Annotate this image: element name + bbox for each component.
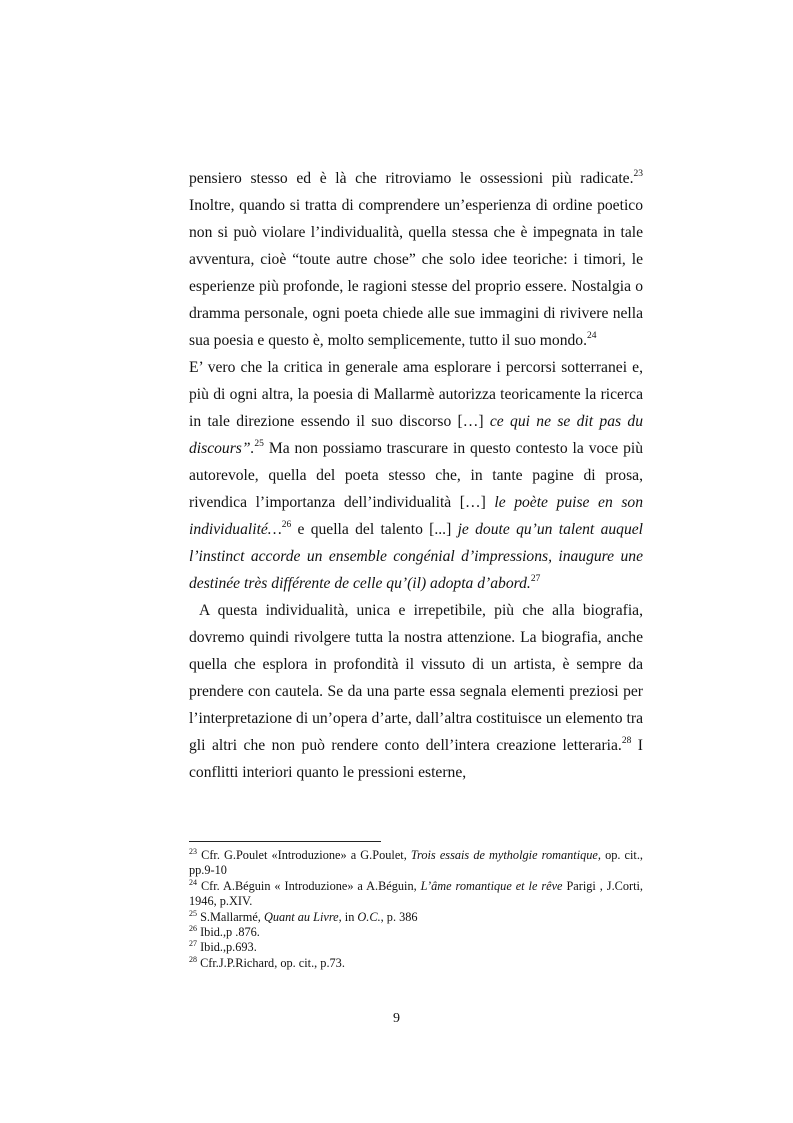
footnote-26 bbox=[189, 925, 643, 940]
footnote-text: Cfr.J.P.Richard, op. cit., p.73. bbox=[197, 955, 345, 970]
footnote-title: L’âme romantique et le rêve bbox=[420, 878, 563, 893]
footnote-text: S.Mallarmé, bbox=[197, 909, 264, 924]
footnote-text: Cfr. G.Poulet «Introduzione» a G.Poulet, bbox=[197, 848, 411, 862]
footnote-25 bbox=[189, 910, 643, 925]
footnote-number: 28 bbox=[189, 954, 197, 964]
footnote-text: op. cit., pp.9-10 bbox=[189, 848, 643, 878]
footnote-text: , p. 386 bbox=[380, 909, 418, 924]
paragraph-3 bbox=[189, 597, 643, 786]
footnote-title: Quant au Livre, bbox=[263, 909, 342, 924]
paragraph-text: A questa individualità, unica e irrepetibile, più che alla biografia, dovremo quindi rivolgere tutta la nostra attenzione. La biografia, anche quella che esplora in profondità il vissuto di un artista, è sempre da prendere con cautela. Se da una parte essa segnala elementi preziosi per l’interpretazione di un’opera d’arte, dall’altra costituisce un elemento tra gli altri che non può rendere conto dell’intera creazione letteraria. bbox=[189, 602, 643, 754]
footnote-ref-28: 28 bbox=[621, 735, 632, 746]
footnote-23 bbox=[189, 848, 643, 879]
footnote-separator bbox=[189, 841, 381, 842]
footnote-number: 25 bbox=[189, 908, 197, 918]
footnote-text: Ibid.,p .876. bbox=[197, 925, 260, 940]
italic-quote: le poète puise en son individualité… bbox=[189, 494, 643, 538]
footnote-ref-25: 25 bbox=[254, 438, 264, 449]
footnote-24 bbox=[189, 879, 643, 910]
paragraph-text: pensiero stesso ed è là che ritroviamo le ossessioni più radicate. bbox=[189, 170, 634, 187]
italic-quote: je doute qu’un talent auquel l’instinct accorde un ensemble congénial d’impressions, inaugure une destinée très différente de celle qu’(il) adopta d’abord. bbox=[189, 521, 644, 592]
footnote-text: in bbox=[341, 909, 358, 924]
footnote-ref-23: 23 bbox=[633, 168, 643, 179]
footnote-ref-24: 24 bbox=[587, 330, 597, 341]
footnote-title: O.C. bbox=[357, 909, 381, 924]
paragraph-text: Inoltre, quando si tratta di comprendere un’esperienza di ordine poetico non si può violare l’individualità, quella stessa che è impegnata in tale avventura, cioè “toute autre chose” che solo idee teoriche: i timori, le esperienze più profonde, le ragioni stesse del proprio essere. Nostalgia o dramma personale, ogni poeta chiede alle sue immagini di rivivere nella sua poesia e questo è, molto semplicemente, tutto il suo mondo. bbox=[189, 197, 643, 349]
footnote-27 bbox=[189, 940, 643, 955]
footnote-number: 26 bbox=[189, 923, 197, 933]
footnote-number: 24 bbox=[189, 877, 197, 887]
paragraph-2 bbox=[189, 354, 643, 597]
footnote-text: Parigi , J.Corti, 1946, p.XIV. bbox=[189, 878, 643, 909]
footnote-ref-26: 26 bbox=[281, 519, 292, 530]
paragraph-text: E’ vero che la critica in generale ama esplorare i percorsi sotterranei e, più di ogni altra, la poesia di Mallarmè autorizza teoricamente la ricerca in tale direzione essendo il suo discorso […] bbox=[189, 359, 643, 430]
footnote-text: Ibid.,p.693. bbox=[197, 940, 257, 955]
footnotes bbox=[189, 848, 643, 971]
page-number: 9 bbox=[393, 1011, 400, 1026]
main-text bbox=[189, 165, 643, 786]
footnote-number: 27 bbox=[189, 939, 197, 949]
footnote-title: Trois essais de mytholgie romantique, bbox=[410, 848, 601, 862]
italic-quote: ce qui ne se dit pas du discours”. bbox=[189, 413, 643, 457]
paragraph-text: I conflitti interiori quanto le pressioni esterne, bbox=[189, 737, 643, 781]
paragraph-text: e quella del talento [...] bbox=[291, 521, 458, 538]
footnote-text: Cfr. A.Béguin « Introduzione» a A.Béguin, bbox=[197, 878, 421, 893]
footnote-ref-27: 27 bbox=[530, 573, 541, 584]
paragraph-text: Ma non possiamo trascurare in questo contesto la voce più autorevole, quella del poeta stesso che, in tante pagine di prosa, rivendica l’importanza dell’individualità […] bbox=[189, 440, 643, 511]
paragraph-1 bbox=[189, 165, 643, 354]
footnote-number: 23 bbox=[189, 846, 197, 856]
footnote-28 bbox=[189, 956, 643, 971]
